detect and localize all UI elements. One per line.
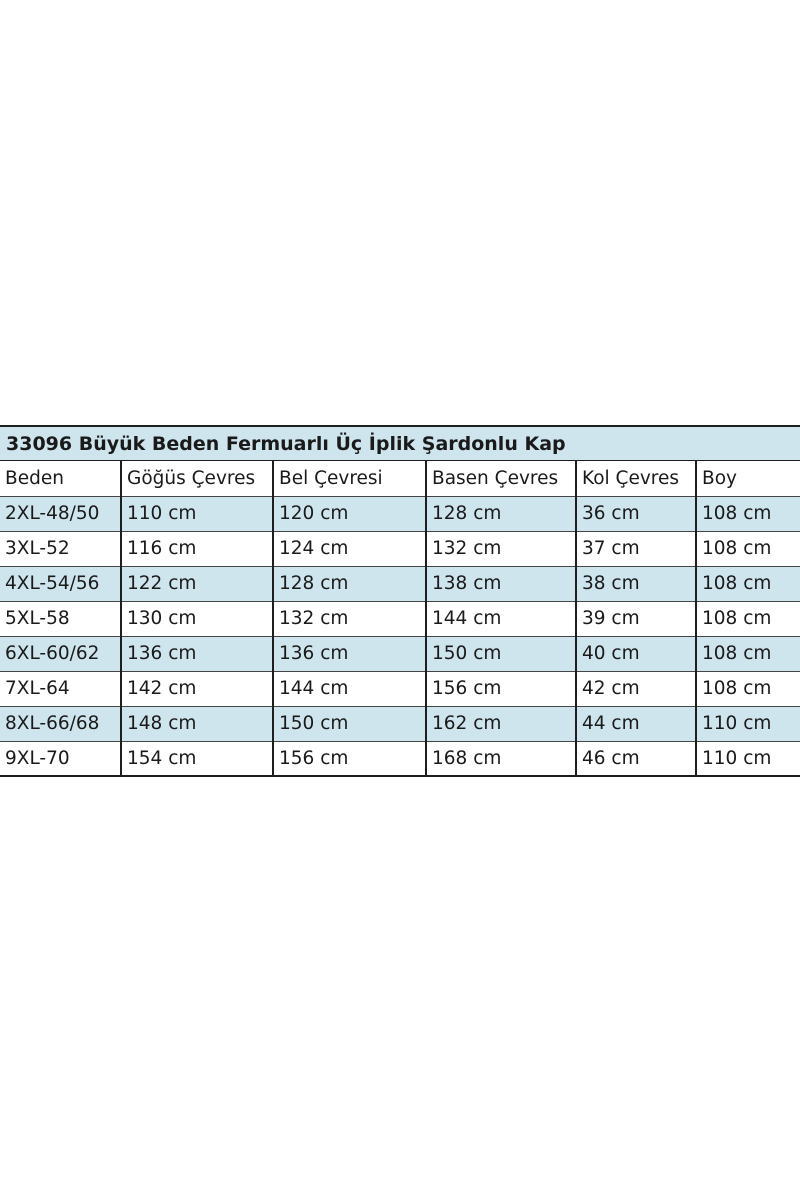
- header-cell: Göğüs Çevres: [121, 461, 273, 496]
- hip-cell: 150 cm: [426, 636, 576, 671]
- size-cell: 6XL-60/62: [0, 636, 121, 671]
- table-row: [0, 496, 800, 531]
- table-row: [0, 531, 800, 566]
- arm-cell: 38 cm: [576, 566, 696, 601]
- header-cell: Bel Çevresi: [273, 461, 426, 496]
- hip-cell: 144 cm: [426, 601, 576, 636]
- length-cell: 108 cm: [696, 601, 800, 636]
- hip-cell: 162 cm: [426, 706, 576, 741]
- chest-cell: 130 cm: [121, 601, 273, 636]
- size-cell: 7XL-64: [0, 671, 121, 706]
- chest-cell: 116 cm: [121, 531, 273, 566]
- header-cell: Kol Çevres: [576, 461, 696, 496]
- size-cell: 9XL-70: [0, 741, 121, 776]
- chest-cell: 148 cm: [121, 706, 273, 741]
- arm-cell: 37 cm: [576, 531, 696, 566]
- arm-cell: 36 cm: [576, 496, 696, 531]
- size-cell: 2XL-48/50: [0, 496, 121, 531]
- arm-cell: 46 cm: [576, 741, 696, 776]
- hip-cell: 132 cm: [426, 531, 576, 566]
- length-cell: 108 cm: [696, 636, 800, 671]
- table-row: [0, 706, 800, 741]
- size-cell: 8XL-66/68: [0, 706, 121, 741]
- chest-cell: 136 cm: [121, 636, 273, 671]
- size-chart-title: 33096 Büyük Beden Fermuarlı Üç İplik Şardonlu Kap: [0, 425, 800, 461]
- arm-cell: 44 cm: [576, 706, 696, 741]
- hip-cell: 168 cm: [426, 741, 576, 776]
- chest-cell: 154 cm: [121, 741, 273, 776]
- hip-cell: 156 cm: [426, 671, 576, 706]
- length-cell: 108 cm: [696, 671, 800, 706]
- size-table: [0, 461, 800, 777]
- chest-cell: 142 cm: [121, 671, 273, 706]
- arm-cell: 40 cm: [576, 636, 696, 671]
- table-row: [0, 671, 800, 706]
- arm-cell: 42 cm: [576, 671, 696, 706]
- length-cell: 108 cm: [696, 496, 800, 531]
- waist-cell: 132 cm: [273, 601, 426, 636]
- arm-cell: 39 cm: [576, 601, 696, 636]
- hip-cell: 128 cm: [426, 496, 576, 531]
- header-cell: Boy: [696, 461, 800, 496]
- waist-cell: 124 cm: [273, 531, 426, 566]
- hip-cell: 138 cm: [426, 566, 576, 601]
- chest-cell: 110 cm: [121, 496, 273, 531]
- header-cell: Beden: [0, 461, 121, 496]
- waist-cell: 136 cm: [273, 636, 426, 671]
- size-cell: 5XL-58: [0, 601, 121, 636]
- waist-cell: 120 cm: [273, 496, 426, 531]
- table-row: [0, 601, 800, 636]
- table-row: [0, 636, 800, 671]
- table-row: [0, 741, 800, 776]
- header-cell: Basen Çevres: [426, 461, 576, 496]
- size-chart: [0, 425, 800, 777]
- length-cell: 110 cm: [696, 741, 800, 776]
- size-cell: 3XL-52: [0, 531, 121, 566]
- waist-cell: 156 cm: [273, 741, 426, 776]
- table-row: [0, 566, 800, 601]
- length-cell: 108 cm: [696, 566, 800, 601]
- waist-cell: 150 cm: [273, 706, 426, 741]
- waist-cell: 128 cm: [273, 566, 426, 601]
- header-row: [0, 461, 800, 496]
- waist-cell: 144 cm: [273, 671, 426, 706]
- length-cell: 110 cm: [696, 706, 800, 741]
- length-cell: 108 cm: [696, 531, 800, 566]
- chest-cell: 122 cm: [121, 566, 273, 601]
- size-cell: 4XL-54/56: [0, 566, 121, 601]
